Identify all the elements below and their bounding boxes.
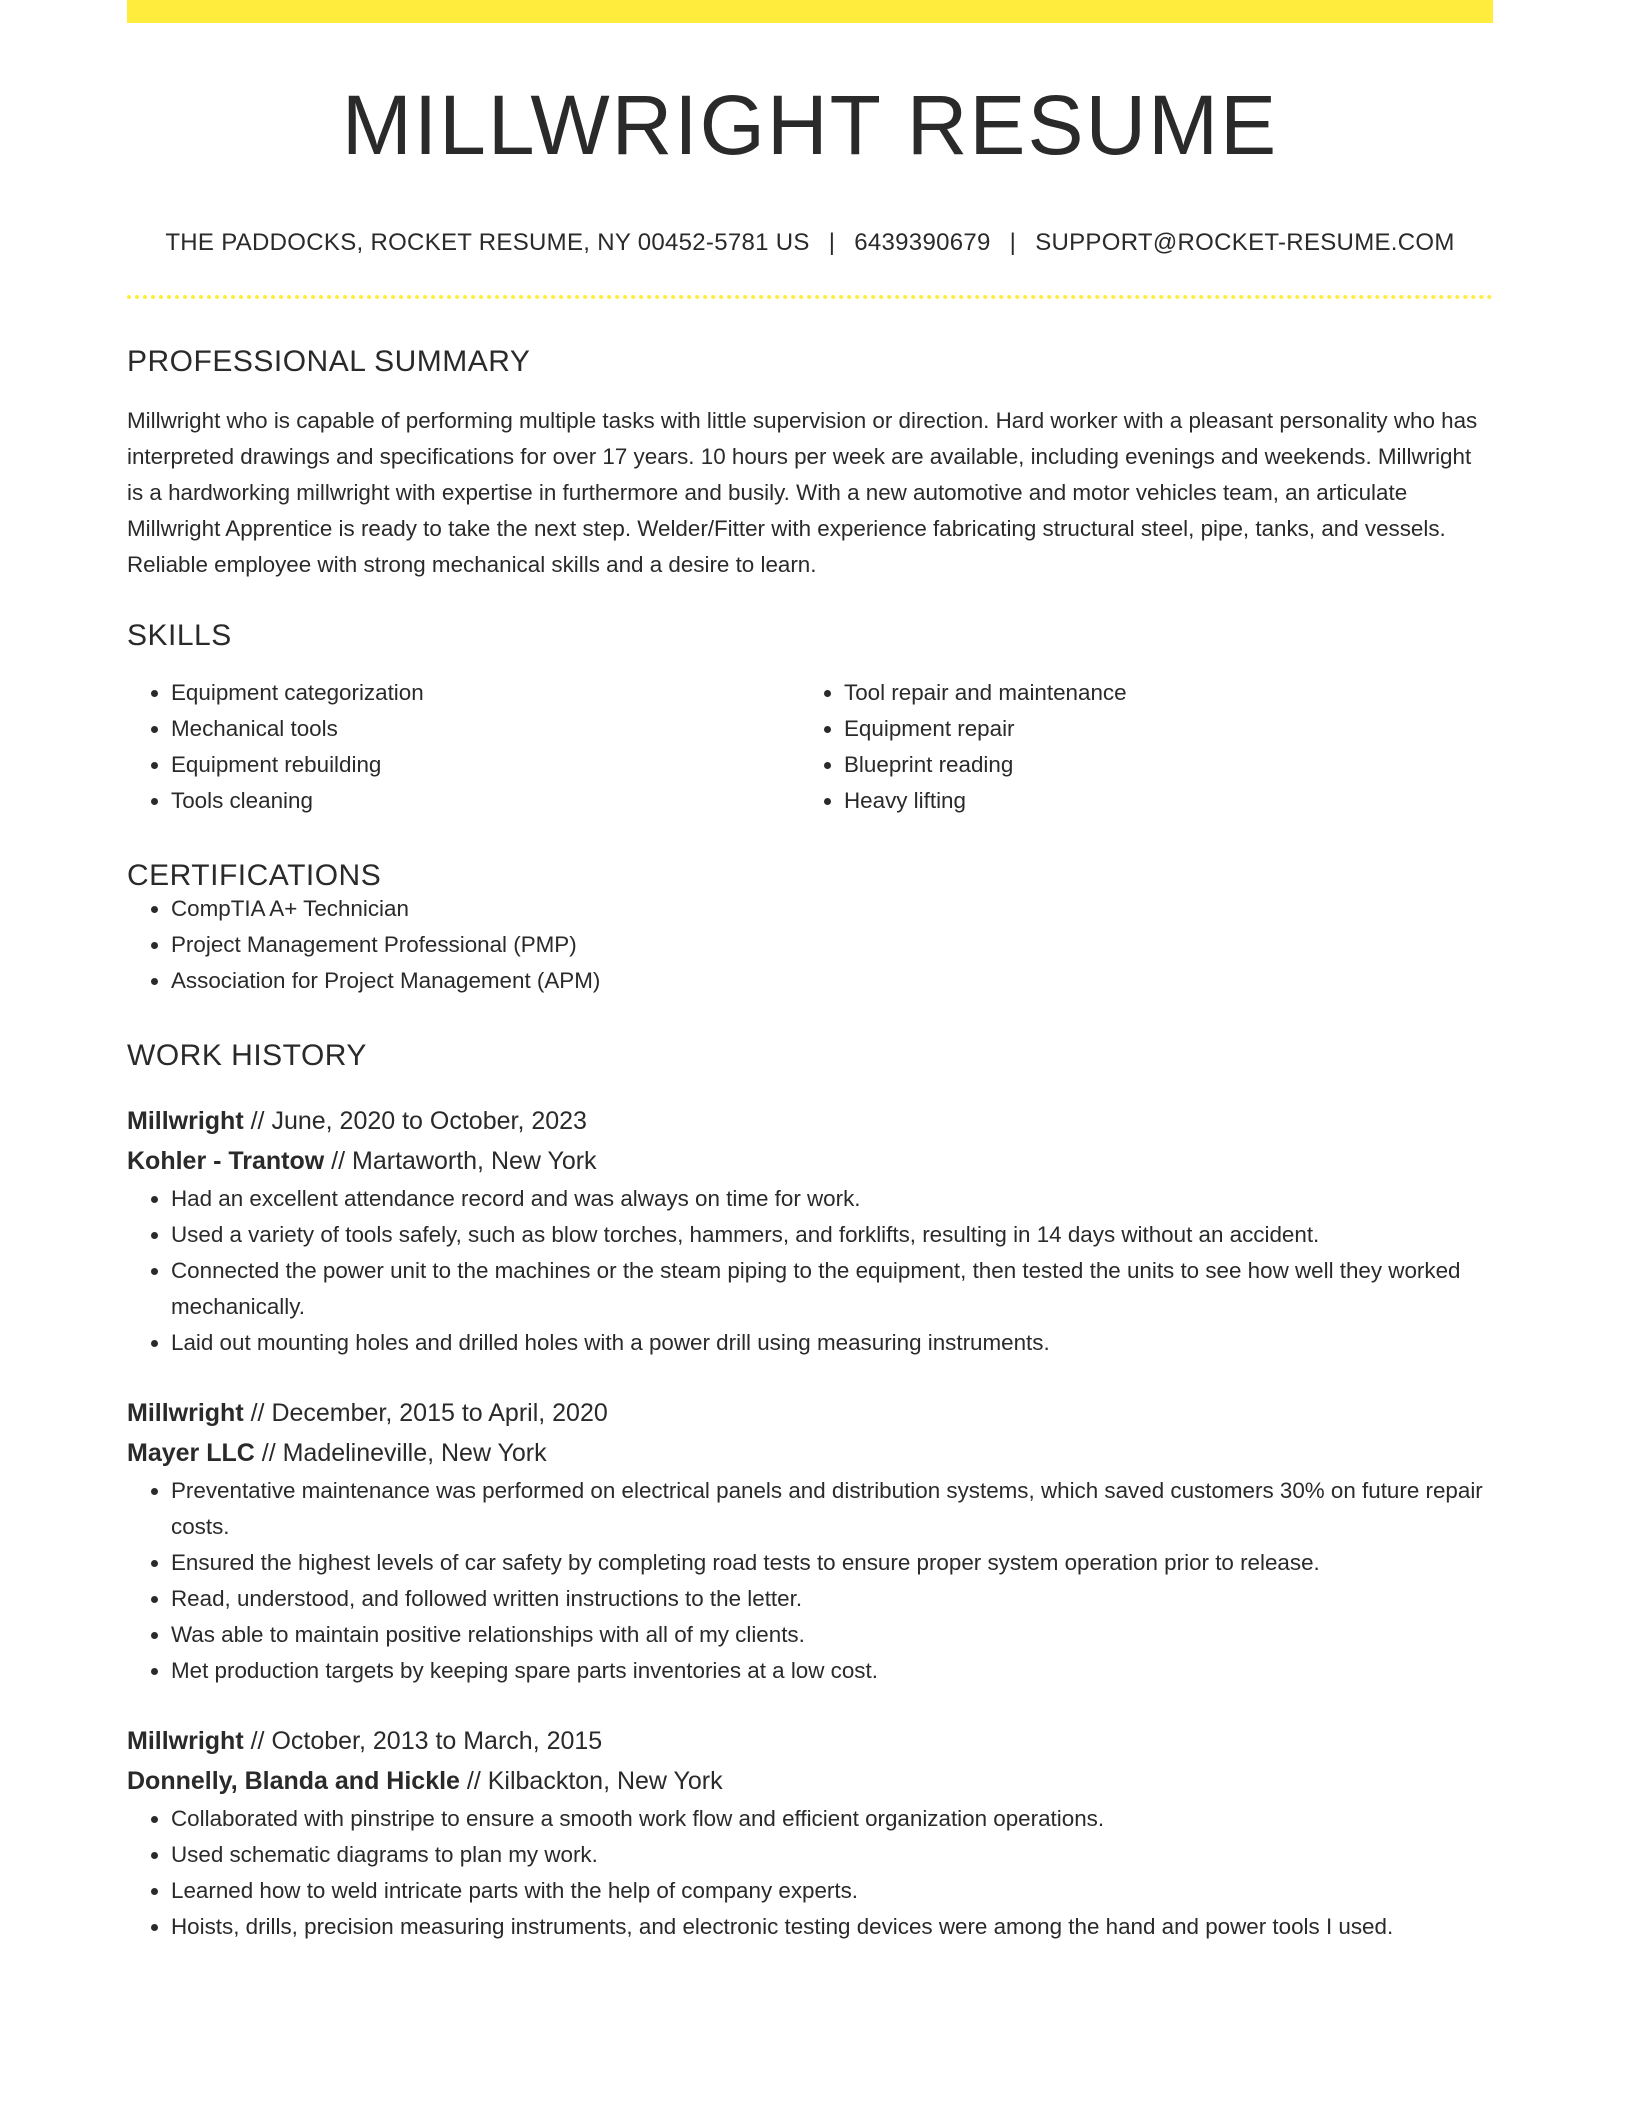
job-location: // Madelineville, New York: [254, 1439, 547, 1467]
certification-item: • CompTIA A+ Technician: [171, 891, 1493, 927]
skill-item: • Tools cleaning: [171, 783, 800, 819]
contact-line: [127, 231, 1493, 255]
job-company-line: [127, 1141, 1493, 1181]
job-duties-list: [127, 1181, 1493, 1361]
job-duties-list: [127, 1473, 1493, 1689]
job-duty-item: • Collaborated with pinstripe to ensure a smooth work flow and efficient organization operations.: [171, 1801, 1493, 1837]
certification-item: • Project Management Professional (PMP): [171, 927, 1493, 963]
job-title-line: [127, 1101, 1493, 1141]
job-duty-item: • Used schematic diagrams to plan my work.: [171, 1837, 1493, 1873]
job-title: Millwright: [127, 1399, 244, 1427]
job-location: // Martaworth, New York: [324, 1147, 597, 1175]
job-title: Millwright: [127, 1107, 244, 1135]
skill-item: • Equipment rebuilding: [171, 747, 800, 783]
job-duty-item: • Learned how to weld intricate parts with the help of company experts.: [171, 1873, 1493, 1909]
job-company: Donnelly, Blanda and Hickle: [127, 1767, 460, 1795]
resume-page: [127, 0, 1493, 1945]
certification-item: • Association for Project Management (APM): [171, 963, 1493, 999]
skill-item: • Tool repair and maintenance: [844, 675, 1473, 711]
job-duty-item: • Used a variety of tools safely, such as blow torches, hammers, and forklifts, resulting in 14 days without an accident.: [171, 1217, 1493, 1253]
job-duty-item: • Met production targets by keeping spare parts inventories at a low cost.: [171, 1653, 1493, 1689]
skills-grid: [127, 675, 1493, 819]
job-entry: [127, 1721, 1493, 1945]
job-location: // Kilbackton, New York: [459, 1767, 723, 1795]
summary-text: Millwright who is capable of performing multiple tasks with little supervision or direction. Hard worker with a pleasant personality who has interpreted drawings and specifications for over 17 years. 10 hours per week are available, including evenings and weekends. Millwright is a hardworking millwright with expertise in furthermore and busily. With a new automotive and motor vehicles team, an articulate Millwright Apprentice is ready to take the next step. Welder/Fitter with experience fabricating structural steel, pipe, tanks, and vessels. Reliable employee with strong mechanical skills and a desire to learn.: [127, 408, 1478, 577]
job-duty-item: • Ensured the highest levels of car safety by completing road tests to ensure proper system operation prior to release.: [171, 1545, 1493, 1581]
skill-item: • Blueprint reading: [844, 747, 1473, 783]
summary-heading: PROFESSIONAL SUMMARY: [127, 345, 531, 378]
job-company: Kohler - Trantow: [127, 1147, 325, 1175]
job-entry: [127, 1101, 1493, 1361]
job-duty-item: • Laid out mounting holes and drilled holes with a power drill using measuring instruments.: [171, 1325, 1493, 1361]
skill-item: • Mechanical tools: [171, 711, 800, 747]
job-duty-item: • Read, understood, and followed written instructions to the letter.: [171, 1581, 1493, 1617]
job-company-line: [127, 1761, 1493, 1801]
dotted-divider: [127, 295, 1493, 299]
job-title: Millwright: [127, 1727, 244, 1755]
job-title-line: [127, 1721, 1493, 1761]
job-duties-list: [127, 1801, 1493, 1945]
job-duty-item: • Had an excellent attendance record and was always on time for work.: [171, 1181, 1493, 1217]
skill-item: • Equipment repair: [844, 711, 1473, 747]
job-dates: // December, 2015 to April, 2020: [243, 1399, 608, 1427]
job-dates: // October, 2013 to March, 2015: [243, 1727, 603, 1755]
contact-separator: |: [828, 229, 836, 256]
email-text: SUPPORT@ROCKET-RESUME.COM: [1035, 229, 1455, 256]
skill-item: • Heavy lifting: [844, 783, 1473, 819]
phone-text: 6439390679: [854, 229, 991, 256]
job-dates: // June, 2020 to October, 2023: [243, 1107, 587, 1135]
skills-heading: SKILLS: [127, 619, 232, 652]
job-company: Mayer LLC: [127, 1439, 255, 1467]
job-duty-item: • Connected the power unit to the machines or the steam piping to the equipment, then tested the units to see how well they worked mechanically.: [171, 1253, 1493, 1325]
certifications-list: [127, 891, 1493, 999]
job-company-line: [127, 1433, 1493, 1473]
job-duty-item: • Hoists, drills, precision measuring instruments, and electronic testing devices were among the hand and power tools I used.: [171, 1909, 1493, 1945]
skills-column-left: [127, 675, 800, 819]
work-history-heading: WORK HISTORY: [127, 1039, 367, 1072]
contact-separator: |: [1009, 229, 1017, 256]
job-title-line: [127, 1393, 1493, 1433]
job-duty-item: • Was able to maintain positive relationships with all of my clients.: [171, 1617, 1493, 1653]
address-text: THE PADDOCKS, ROCKET RESUME, NY 00452-5781 US: [165, 229, 810, 256]
skill-item: • Equipment categorization: [171, 675, 800, 711]
job-duty-item: • Preventative maintenance was performed on electrical panels and distribution systems, which saved customers 30% on future repair costs.: [171, 1473, 1493, 1545]
accent-top-bar: [127, 0, 1493, 23]
page-title: MILLWRIGHT RESUME: [341, 78, 1279, 172]
skills-column-right: [800, 675, 1473, 819]
certifications-heading: CERTIFICATIONS: [127, 859, 382, 892]
job-entry: [127, 1393, 1493, 1689]
